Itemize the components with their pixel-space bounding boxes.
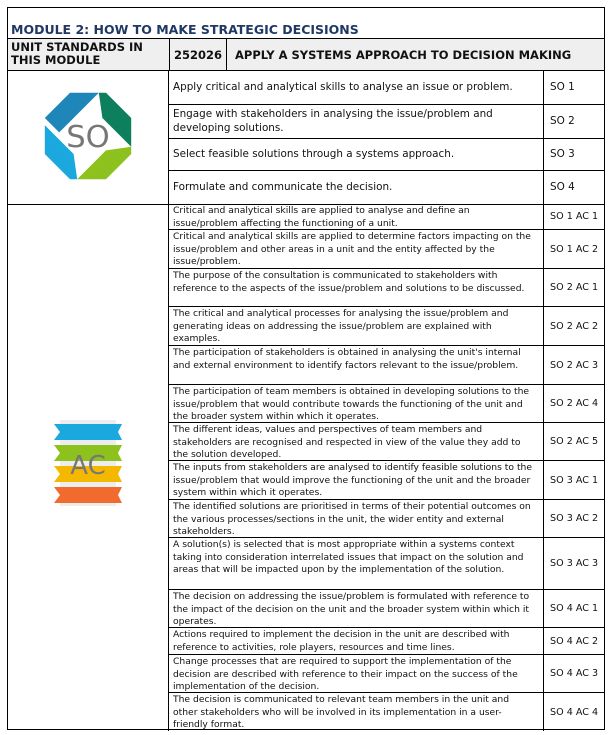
module-title: MODULE 2: HOW TO MAKE STRATEGIC DECISIONS	[11, 22, 359, 37]
ac-code: SO 2 AC 1	[543, 269, 605, 306]
module-table	[7, 7, 605, 730]
ac-row	[169, 204, 605, 230]
ac-description: Critical and analytical skills are applied to analyse and define an issue/problem affecting the functioning of a unit.	[173, 205, 470, 229]
so-row	[169, 105, 605, 139]
so-code: SO 3	[543, 139, 605, 170]
so-code: SO 2	[543, 105, 605, 138]
ac-code: SO 3 AC 1	[543, 461, 605, 499]
ac-description: The identified solutions are prioritised in terms of their potential outcomes on the various processes/sections in the unit, the wider entity and external stakeholders.	[173, 501, 531, 537]
ac-row	[169, 590, 605, 628]
ac-description: The critical and analytical processes for analysing the issue/problem and generating ideas on addressing the issue/problem are explained with examples.	[173, 308, 509, 344]
ac-icon-cell	[8, 204, 169, 731]
ac-row	[169, 538, 605, 590]
so-row	[169, 171, 605, 204]
ac-description: The participation of team members is obtained in developing solutions to the issue/problem that would contribute towards the functioning of the unit and the broader system within which it operates.	[173, 386, 530, 422]
ac-description: A solution(s) is selected that is most appropriate within a systems context taking into consideration interrelated issues that impact on the solution and areas that will be impacted upon by the implementation of the solution.	[173, 539, 524, 575]
ac-code: SO 2 AC 3	[543, 346, 605, 384]
so-description: Engage with stakeholders in analysing the issue/problem and developing solutions.	[173, 108, 493, 134]
ac-row	[169, 628, 605, 655]
ac-ribbons-icon	[50, 418, 126, 508]
ac-row	[169, 500, 605, 538]
ac-row	[169, 346, 605, 385]
ac-code: SO 3 AC 3	[543, 538, 605, 589]
so-description: Apply critical and analytical skills to analyse an issue or problem.	[173, 80, 513, 93]
module-title-row	[8, 8, 604, 39]
ac-description: Actions required to implement the decision in the unit are described with reference to activities, role players, resources and time lines.	[173, 629, 510, 653]
ac-description: The different ideas, values and perspectives of team members and stakeholders are recognised and respected in view of the value they add to the solution developed.	[173, 424, 521, 460]
so-description: Select feasible solutions through a systems approach.	[173, 147, 455, 160]
so-description: Formulate and communicate the decision.	[173, 180, 393, 193]
ac-description: The purpose of the consultation is communicated to stakeholders with reference to the aspects of the issue/problem and solutions to be discussed.	[173, 270, 525, 294]
ac-code: SO 3 AC 2	[543, 500, 605, 537]
ac-description: Change processes that are required to support the implementation of the decision are described with reference to their impact on the success of the implementation of the decision.	[173, 656, 518, 692]
ac-row	[169, 307, 605, 346]
ac-row	[169, 385, 605, 423]
unit-standards-label: UNIT STANDARDS IN THIS MODULE	[11, 40, 143, 67]
so-code: SO 4	[543, 171, 605, 204]
ac-row	[169, 461, 605, 500]
unit-standard-row	[8, 39, 604, 71]
svg-text:AC: AC	[70, 451, 106, 481]
unit-standard-code: 252026	[169, 39, 227, 70]
ac-description: The decision on addressing the issue/problem is formulated with reference to the impact of the decision on the unit and the broader system within which it operates.	[173, 591, 530, 627]
ac-description: The decision is communicated to relevant team members in the unit and other stakeholders who will be involved in its implementation in a user-friendly format.	[173, 694, 510, 730]
ac-code: SO 1 AC 1	[543, 204, 605, 229]
ac-code: SO 1 AC 2	[543, 230, 605, 268]
ac-code: SO 4 AC 4	[543, 693, 605, 731]
ac-code: SO 4 AC 1	[543, 590, 605, 627]
ac-code: SO 4 AC 3	[543, 655, 605, 692]
ac-code: SO 2 AC 5	[543, 423, 605, 460]
so-octagon-icon	[43, 91, 133, 181]
ac-row	[169, 693, 605, 731]
ac-description: The inputs from stakeholders are analysed to identify feasible solutions to the issue/problem that would improve the functioning of the unit and the broader system within which it operates.	[173, 462, 533, 498]
ac-row	[169, 655, 605, 693]
ac-code: SO 4 AC 2	[543, 628, 605, 654]
unit-standard-name: APPLY A SYSTEMS APPROACH TO DECISION MAKING	[235, 47, 572, 62]
so-row	[169, 139, 605, 171]
ac-code: SO 2 AC 4	[543, 385, 605, 422]
ac-description: The participation of stakeholders is obtained in analysing the unit's internal and external environment to identify factors relevant to the issue/problem.	[173, 347, 521, 371]
so-row	[169, 71, 605, 105]
ac-code: SO 2 AC 2	[543, 307, 605, 345]
ac-description: Critical and analytical skills are applied to determine factors impacting on the issue/problem and other areas in a unit and the entity affected by the issue/problem.	[173, 231, 531, 267]
ac-row	[169, 230, 605, 269]
so-code: SO 1	[543, 71, 605, 104]
ac-row	[169, 269, 605, 307]
ac-row	[169, 423, 605, 461]
so-icon-cell	[8, 71, 169, 204]
svg-text:SO: SO	[66, 119, 110, 155]
